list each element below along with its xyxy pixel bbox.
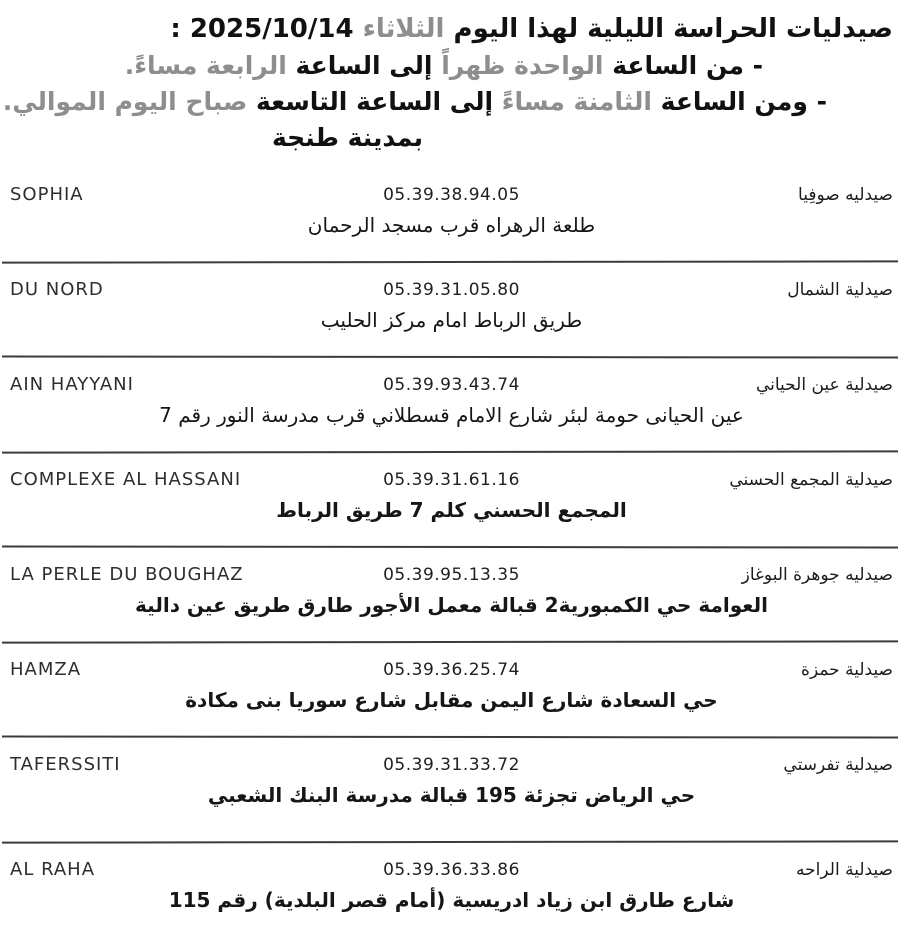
pharmacy-phone: 05.39.31.05.80 <box>383 280 520 300</box>
pharmacy-row-header <box>0 548 903 585</box>
pharmacy-name-arabic: صيدلية الراحه <box>796 860 893 880</box>
pharmacy-row-al-raha <box>0 843 903 950</box>
title-day: الثلاثاء <box>362 14 445 44</box>
pharmacy-address: العوامة حي الكمبورية2 قبالة معمل الأجور طارق طريق عين دالية <box>135 593 768 617</box>
pharmacy-row-header <box>0 453 903 490</box>
shift2-seg3: إلى الساعة التاسعة <box>255 87 494 116</box>
pharmacy-name-arabic: صيدلية المجمع الحسني <box>729 470 893 490</box>
pharmacy-name-arabic: صيدلية حمزة <box>801 660 893 680</box>
pharmacy-name-latin: TAFERSSITI <box>10 754 121 775</box>
pharmacy-row-header <box>0 358 903 395</box>
pharmacy-name-latin: AL RAHA <box>10 859 96 880</box>
pharmacy-name-arabic: صيدليه صوفِيا <box>798 185 893 205</box>
pharmacy-phone: 05.39.95.13.35 <box>383 565 520 585</box>
pharmacy-row-header <box>0 843 903 880</box>
pharmacy-name-arabic: صيدلية عين الحياني <box>755 375 893 395</box>
pharmacy-address: المجمع الحسني كلم 7 طريق الرباط <box>276 498 627 522</box>
shift1-line <box>0 48 903 84</box>
shift2-seg1: - ومن الساعة <box>660 87 827 116</box>
pharmacy-name-arabic: صيدلية الشمال <box>787 280 893 300</box>
pharmacy-phone: 05.39.36.25.74 <box>383 660 520 680</box>
pharmacy-list <box>0 168 903 950</box>
shift2-line <box>0 84 903 120</box>
pharmacy-phone: 05.39.93.43.74 <box>383 375 520 395</box>
pharmacy-name-latin: COMPLEXE AL HASSANI <box>10 469 242 490</box>
pharmacy-row-sophia <box>0 168 903 263</box>
shift2-seg2: الثامنة مساءً <box>501 87 652 116</box>
pharmacy-address: عين الحيانى حومة لبئر شارع الامام قسطلاني قرب مدرسة النور رقم 7 <box>159 403 744 427</box>
pharmacy-row-du-nord <box>0 263 903 358</box>
pharmacy-name-arabic: صيدلية تفرستي <box>783 755 893 775</box>
pharmacy-row-header <box>0 168 903 205</box>
pharmacy-row-header <box>0 738 903 775</box>
shift2-seg4: صباح اليوم الموالي. <box>2 87 248 116</box>
pharmacy-phone: 05.39.31.61.16 <box>383 470 520 490</box>
pharmacy-row-complexe-al-hassani <box>0 453 903 548</box>
notice-header <box>0 0 903 156</box>
pharmacy-phone: 05.39.38.94.05 <box>383 185 520 205</box>
pharmacy-row-header <box>0 643 903 680</box>
pharmacy-row-header <box>0 263 903 300</box>
title-date: 2025/10/14 : <box>170 14 354 44</box>
pharmacy-name-latin: HAMZA <box>10 659 82 680</box>
pharmacy-row-la-perle-du-boughaz <box>0 548 903 643</box>
pharmacy-name-latin: AIN HAYYANI <box>10 374 134 395</box>
pharmacy-name-latin: DU NORD <box>10 279 104 300</box>
pharmacy-name-latin: LA PERLE DU BOUGHAZ <box>10 564 244 585</box>
pharmacy-address: طريق الرباط امام مركز الحليب <box>320 308 583 332</box>
pharmacy-phone: 05.39.36.33.86 <box>383 860 520 880</box>
city-text: بمدينة طنجة <box>272 123 423 152</box>
shift1-seg2: الواحدة ظهراً <box>441 51 604 80</box>
pharmacy-address: حي السعادة شارع اليمن مقابل شارع سوريا بنى مكادة <box>185 688 718 712</box>
pharmacy-name-arabic: صيدليه جوهرة البوغاز <box>741 565 893 585</box>
pharmacy-address: حي الرياض تجزئة 195 قبالة مدرسة البنك الشعبي <box>207 783 696 807</box>
pharmacy-row-ain-hayyani <box>0 358 903 453</box>
shift1-seg4: الرابعة مساءً. <box>124 51 287 80</box>
pharmacy-name-latin: SOPHIA <box>10 184 84 205</box>
pharmacy-row-taferssiti <box>0 738 903 843</box>
shift1-seg3: إلى الساعة <box>295 51 433 80</box>
shift1-seg1: - من الساعة <box>612 51 763 80</box>
pharmacy-phone: 05.39.31.33.72 <box>383 755 520 775</box>
pharmacy-row-hamza <box>0 643 903 738</box>
city-line <box>0 120 903 156</box>
title-prefix: صيدليات الحراسة الليلية لهذا اليوم <box>453 14 893 44</box>
pharmacy-address: شارع طارق ابن زياد ادريسية (أمام قصر البلدية) رقم 115 <box>168 888 735 912</box>
title-line <box>0 10 903 48</box>
pharmacy-address: طلعة الرهراه قرب مسجد الرحمان <box>307 213 596 237</box>
